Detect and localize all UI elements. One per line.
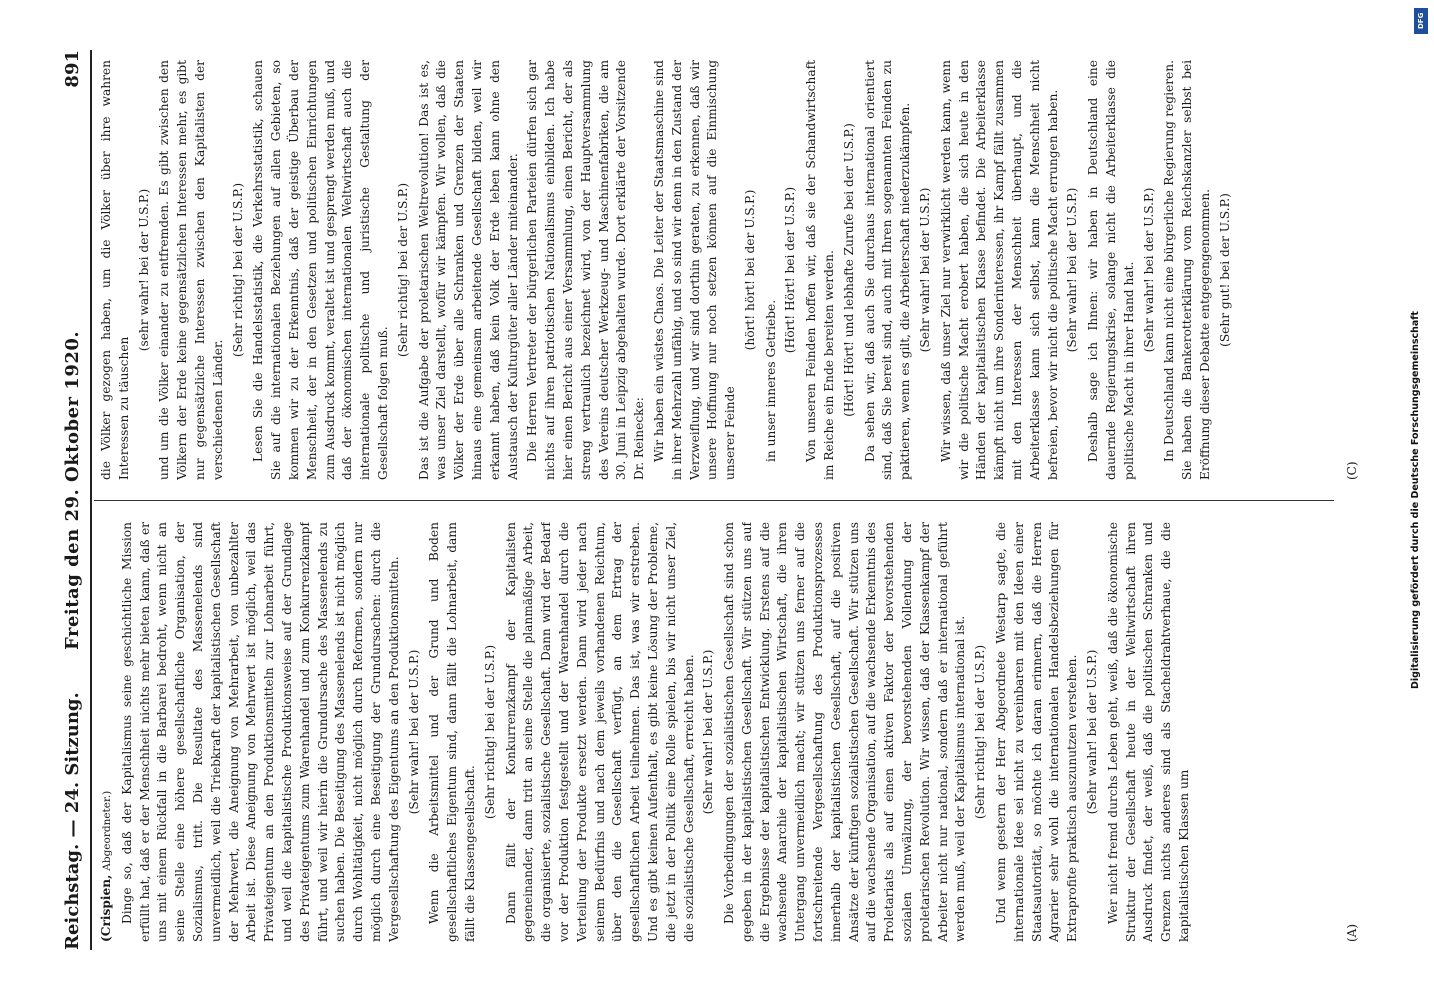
interjection: (Hört! Hört! und lebhafte Zurufe bei der U.S.P.) [841, 123, 856, 417]
paragraph: Wenn die Arbeitsmittel und der Grund und Boden gesellschaftliches Eigentum sind, dann fällt die Lohnarbeit, dann fällt die Klassengesellschaft. [427, 522, 477, 942]
header-title: Reichstag. — 24. Sitzung. [62, 692, 83, 950]
paragraph: Das ist die Aufgabe der proletarischen Weltrevolution! Das ist es, was unser Ziel darstellt, wofür wir kämpfen. Wir wollen, daß die Völker der Erde über alle Schranken und Grenzen der Staaten hinaus eine gemeinsam arbeitende Gesellschaft bilden, weil wir erkannt haben, daß kein Volk der Erde leben kann ohne den Austausch der Kulturgüter aller Länder miteinander. [416, 60, 520, 480]
paragraph: Dinge so, daß der Kapitalismus seine geschichtliche Mission erfüllt hat, daß er der Menschheit nichts mehr bieten kann, daß er uns mit einem Rückfall in die Barbarei bedroht, wenn nicht an seine Stelle eine höhere gesellschaftliche Organisation, der Sozialismus, tritt. Die Resultate des Massenelends sind unvermeidlich, weil die Triebkraft der kapitalistischen Gesellschaft der Mehrwert, die Aneignung von Mehrarbeit, von unbezahlter Arbeit ist. Diese Aneignung von Mehrwert ist möglich, weil das Privateigentum an den Produktionsmitteln zur Lohnarbeit führt, und weil die kapitalistische Produktionsweise auf der Grundlage des Privateigentums zum Warenhandel und zum Konkurrenzkampf führt, und weil wir hierin die Grundursache des Massenelends zu suchen haben. Die Beseitigung des Massenelends ist nicht möglich durch Wohltätigkeit, nicht möglich durch Reformen, sondern nur möglich durch eine Beseitigung der Grundursachen: durch die Vergesellschaftung des Eigentums an den Produktionsmitteln. [119, 522, 401, 942]
interjection: (Sehr gut! bei der U.S.P.) [1217, 193, 1232, 347]
paragraph: Da sehen wir, daß auch Sie durchaus international orientiert sind, daß Sie bereit sind, auch mit Ihren sogenannten Feinden zu paktieren, wenn es gilt, die Arbeiterschaft niederzukämpfen. [862, 60, 913, 480]
speaker-name: (Crispien, [99, 874, 113, 942]
paragraph: Deshalb sage ich Ihnen: wir haben in Deutschland eine dauernde Regierungskrise, solange nicht die Arbeiterklasse die politische Macht in ihrer Hand hat. [1086, 60, 1136, 480]
paragraph: Wir wissen, daß unser Ziel nur verwirklicht werden kann, wenn wir die politische Macht erobert haben, die sich heute in den Händen der kapitalistischen Klasse befindet. Die Arbeiterklasse kämpft nicht um ihre Sonderinteressen, ihr Kampf fällt zusammen mit den Interessen der Menschheit überhaupt, und die Arbeiterklasse kann sich selbst, kann die Menschheit nicht befreien, bevor wir nicht die politische Macht errungen haben. [938, 60, 1060, 480]
paragraph: und um die Völker einander zu entfremden. Es gibt zwischen den Völkern der Erde keine gegensätzlichen Interessen mehr, es gibt nur gegensätzliche Interessen zwischen den Kapitalisten der verschiedenen Länder. [157, 60, 225, 480]
interjection: (Sehr richtig! bei der U.S.P.) [973, 644, 988, 820]
paragraph: Dann fällt der Konkurrenzkampf der Kapitalisten gegeneinander, dann tritt an seine Stelle die planmäßige Arbeit, die organisierte, sozialistische Gesellschaft. Dann wird der Bedarf vor der Produktion festgestellt und der Warenhandel durch die Verteilung der Produkte ersetzt werden. Dann wird jeder nach seinem Bedürfnis und nach dem jeweils vorhandenen Reichtum, über den die Gesellschaft verfügt, an dem Ertrag der gesellschaftlichen Arbeit teilnehmen. Das ist, was wir erstreben. Und es gibt keinen Aufenthalt, es gibt keine Lösung der Probleme, die jetzt in der Politik eine Rolle spielen, bis wir nicht unser Ziel, die sozialistische Gesellschaft, erreicht haben. [503, 522, 696, 942]
dfg-logo [1414, 8, 1428, 34]
interjection: (Sehr wahr! bei der U.S.P.) [1065, 187, 1080, 353]
paragraph: In Deutschland kann nicht eine bürgerliche Regierung regieren. Sie haben die Bankerotterklärung vom Reichskanzler selbst bei Eröffnung dieser Debatte entgegengenommen. [1162, 60, 1213, 480]
interjection: (Sehr wahr! bei der U.S.P.) [1141, 187, 1156, 353]
interjection: (Sehr richtig! bei der U.S.P.) [395, 182, 410, 358]
page-header [62, 50, 88, 950]
paragraph: in unser inneres Getriebe. [763, 299, 778, 462]
interjection: (sehr wahr! bei der U.S.P.) [136, 188, 151, 352]
dfg-logo-text: DFG [1417, 12, 1425, 30]
header-date: Freitag den 29. Oktober 1920. [62, 330, 83, 650]
paragraph: Lesen Sie die Handelsstatistik, die Verkehrsstatistik, schauen Sie auf die internationalen Beziehungen auf allen Gebieten, so kommen wir zu der Erkenntnis, daß der geistige Überbau der Menschheit, der in den Gesetzen und politischen Einrichtungen zum Ausdruck kommt, veraltet ist und gesprengt werden muß, und daß der ökonomischen internationalen Weltwirtschaft auch die internationale politische und juristische Gestaltung der Gesellschaft folgen muß. [251, 60, 390, 480]
digitization-note [1410, 0, 1428, 1000]
paragraph: Wer nicht fremd durchs Leben geht, weiß, daß die ökonomische Struktur der Gesellschaft heute in der Weltwirtschaft ihren Ausdruck findet, der weiß, daß die politischen Schranken und Grenzen nichts anderes sind als Stacheldrahtverhaue, die die kapitalistischen Klassen um [1105, 522, 1192, 942]
interjection: (Sehr richtig! bei der U.S.P.) [482, 644, 497, 820]
paragraph: Von unseren Feinden hoffen wir, daß sie der Schandwirtschaft im Reiche ein Ende bereiten werden. [804, 60, 837, 480]
digitization-note-text: Digitalisierung gefördert durch die Deutsche Forschungsgemeinschaft [1410, 311, 1421, 689]
margin-marker-a: (A) [1345, 923, 1359, 942]
page-number: 891 [62, 50, 83, 88]
right-text-column [98, 60, 1328, 480]
speaker-role: Abgeordneter.) [101, 790, 113, 871]
interjection: (Sehr wahr! bei der U.S.P.) [406, 649, 421, 815]
column-divider [94, 500, 1334, 501]
interjection: (Sehr wahr! bei der U.S.P.) [1085, 649, 1100, 815]
interjection: (Hört! Hört! bei der U.S.P.) [783, 186, 798, 354]
paragraph: die Völker gezogen haben, um die Völker über ihre wahren Interessen zu täuschen [99, 60, 131, 480]
paragraph: Die Vorbedingungen der sozialistischen Gesellschaft sind schon gegeben in der kapitalistischen Gesellschaft. Wir stützen uns auf die Ergebnisse der kapitalistischen Entwicklung. Erstens auf die wachsende Anarchie der kapitalistischen Wirtschaft, die ihren Untergang unvermeidlich macht; wir stützen uns ferner auf die fortschreitende Vergesellschaftung des Produktionsprozesses innerhalb der kapitalistischen Gesellschaft, auf die positiven Ansätze der künftigen sozialistischen Gesellschaft. Wir stützen uns auf die wachsende Organisation, auf die wachsende Erkenntnis des Proletariats als auf einen aktiven Faktor der bevorstehenden sozialen Umwälzung, der bevorstehenden Vollendung der proletarischen Revolution. Wir wissen, daß der Klassenkampf der Arbeiter nicht nur national, sondern daß er international geführt werden muß, weil der Kapitalismus international ist. [722, 522, 968, 942]
interjection: (hört! hört! bei der U.S.P.) [742, 189, 757, 351]
paragraph: Und wenn gestern der Herr Abgeordnete Westarp sagte, die internationale Idee sei nicht zu vereinbaren mit den Ideen einer Staatsautorität, so möchte ich daran erinnern, daß die Herren Agrarier sehr wohl die internationalen Handelsbeziehungen für Extraprofite praktisch auszunutzen verstehen. [994, 522, 1080, 942]
left-text-column [98, 522, 1328, 942]
header-rule [90, 50, 92, 950]
interjection: (Sehr wahr! bei der U.S.P.) [701, 649, 716, 815]
paragraph: Wir haben ein wüstes Chaos. Die Leiter der Staatsmaschine sind in ihrer Mehrzahl unfähig, und so sind wir denn in den Zustand der Verzweiflung, und wir sind dorthin geraten, zu erkennen, daß wir unsere Hoffnung nur noch setzen können auf die Einmischung unserer Feinde [651, 60, 738, 480]
interjection: (Sehr richtig! bei der U.S.P.) [230, 182, 245, 358]
margin-marker-c: (C) [1345, 461, 1359, 480]
speaker-line [98, 522, 117, 942]
paragraph: Die Herren Vertreter der bürgerlichen Parteien dürfen sich gar nichts auf ihren patriotischen Nationalismus einbilden. Ich habe hier einen Bericht aus einer Versammlung, einen Bericht, der als streng vertraulich bezeichnet wird, von der Hauptversammlung des Vereins deutscher Werkzeug- und Maschinenfabriken, die am 30. Juni in Leipzig abgehalten wurde. Dort erklärte der Vorsitzende Dr. Reinecke: [525, 60, 647, 480]
interjection: (Sehr wahr! bei der U.S.P.) [918, 187, 933, 353]
